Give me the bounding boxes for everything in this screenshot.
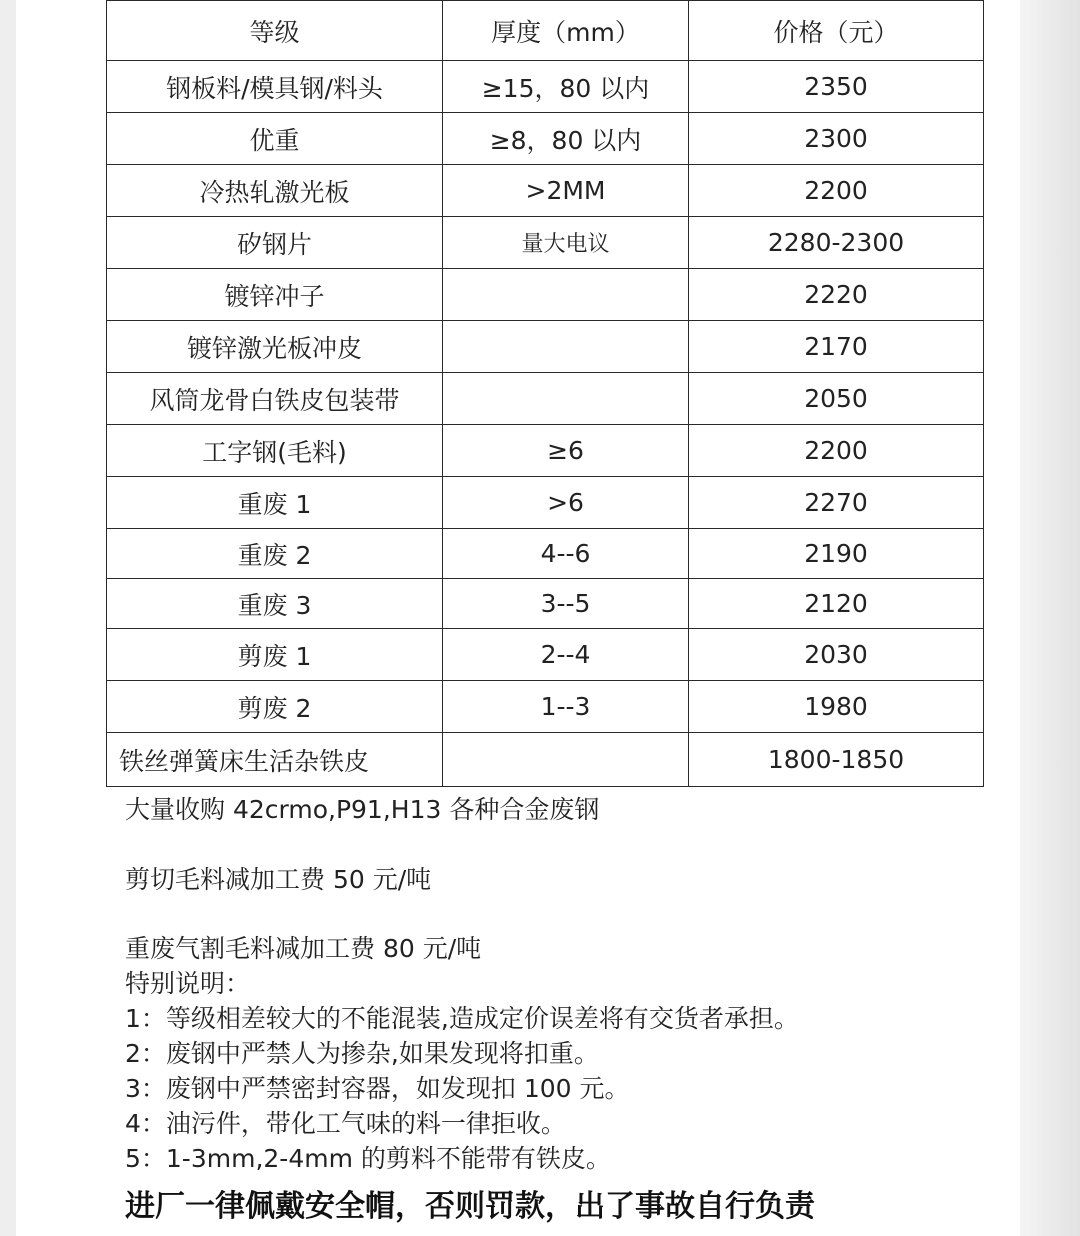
grade-cell: 钢板料/模具钢/料头: [107, 61, 443, 113]
price-cell: 2280-2300: [689, 217, 984, 269]
price-cell: 2030: [689, 629, 984, 681]
table-row: [107, 529, 984, 579]
price-cell: 1980: [689, 681, 984, 733]
grade-cell: 重废 3: [107, 579, 443, 629]
grade-cell: 重废 1: [107, 477, 443, 529]
price-table: [106, 0, 984, 787]
table-row: [107, 373, 984, 425]
special-note-item: 5：1-3mm,2-4mm 的剪料不能带有铁皮。: [125, 1144, 611, 1173]
special-note-item: 2：废钢中严禁人为掺杂,如果发现将扣重。: [125, 1039, 599, 1068]
grade-cell: 矽钢片: [107, 217, 443, 269]
price-cell: 2350: [689, 61, 984, 113]
special-notes-title: 特别说明：: [125, 969, 251, 998]
thickness-cell: 1--3: [443, 681, 689, 733]
grade-cell: 镀锌冲子: [107, 269, 443, 321]
table-header-row: [107, 1, 984, 61]
table-row: [107, 681, 984, 733]
price-cell: 2190: [689, 529, 984, 579]
special-note-item: 3：废钢中严禁密封容器，如发现扣 100 元。: [125, 1074, 630, 1103]
thickness-cell: >2MM: [443, 165, 689, 217]
price-cell: 2300: [689, 113, 984, 165]
bulk-purchase-note: 大量收购 42crmo,P91,H13 各种合金废钢: [125, 795, 600, 824]
grade-cell: 冷热轧激光板: [107, 165, 443, 217]
thickness-cell: 量大电议: [443, 217, 689, 269]
table-row: [107, 269, 984, 321]
table-row: [107, 321, 984, 373]
grade-cell: 优重: [107, 113, 443, 165]
thickness-cell: ≥6: [443, 425, 689, 477]
price-cell: 2220: [689, 269, 984, 321]
grade-cell: 铁丝弹簧床生活杂铁皮: [107, 733, 443, 787]
price-cell: 2270: [689, 477, 984, 529]
grade-cell: 风筒龙骨白铁皮包装带: [107, 373, 443, 425]
header-price: 价格（元）: [689, 1, 984, 61]
table-row: [107, 579, 984, 629]
grade-cell: 剪废 1: [107, 629, 443, 681]
thickness-cell: ≥8，80 以内: [443, 113, 689, 165]
thickness-cell: 4--6: [443, 529, 689, 579]
price-cell: 2170: [689, 321, 984, 373]
price-cell: 2050: [689, 373, 984, 425]
gas-cutting-fee-note: 重废气割毛料减加工费 80 元/吨: [125, 934, 482, 963]
special-note-item: 1：等级相差较大的不能混装,造成定价误差将有交货者承担。: [125, 1004, 799, 1033]
price-cell: 2200: [689, 165, 984, 217]
table-row: [107, 217, 984, 269]
grade-cell: 重废 2: [107, 529, 443, 579]
thickness-cell: [443, 321, 689, 373]
thickness-cell: [443, 733, 689, 787]
table-row: [107, 61, 984, 113]
table-row: [107, 425, 984, 477]
special-note-item: 4：油污件，带化工气味的料一律拒收。: [125, 1109, 566, 1138]
thickness-cell: >6: [443, 477, 689, 529]
grade-cell: 镀锌激光板冲皮: [107, 321, 443, 373]
price-cell: 2200: [689, 425, 984, 477]
price-cell: 2120: [689, 579, 984, 629]
table-row: [107, 113, 984, 165]
table-row: [107, 733, 984, 787]
cutting-fee-note: 剪切毛料减加工费 50 元/吨: [125, 865, 432, 894]
thickness-cell: ≥15，80 以内: [443, 61, 689, 113]
header-grade: 等级: [107, 1, 443, 61]
header-thickness: 厚度（mm）: [443, 1, 689, 61]
grade-cell: 剪废 2: [107, 681, 443, 733]
page-edge-shadow: [1020, 0, 1080, 1236]
price-cell: 1800-1850: [689, 733, 984, 787]
grade-cell: 工字钢(毛料): [107, 425, 443, 477]
thickness-cell: 3--5: [443, 579, 689, 629]
table-row: [107, 629, 984, 681]
table-row: [107, 165, 984, 217]
thickness-cell: [443, 373, 689, 425]
safety-warning: 进厂一律佩戴安全帽，否则罚款，出了事故自行负责: [125, 1189, 815, 1224]
table-row: [107, 477, 984, 529]
thickness-cell: 2--4: [443, 629, 689, 681]
thickness-cell: [443, 269, 689, 321]
